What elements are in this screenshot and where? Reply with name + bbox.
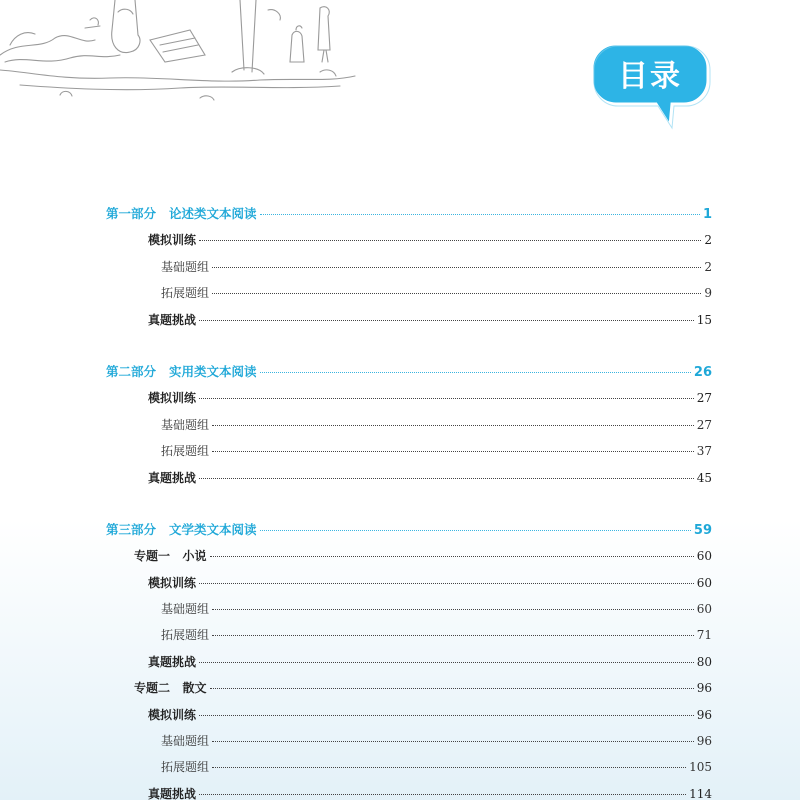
leader-dots	[199, 794, 686, 795]
toc-entry-label: 模拟训练	[148, 391, 197, 405]
toc-page-number: 114	[689, 787, 712, 801]
toc-entry[interactable]	[161, 283, 712, 303]
leader-dots	[210, 556, 694, 557]
leader-dots	[199, 478, 694, 479]
toc-entry[interactable]	[134, 546, 712, 566]
toc-entry-label: 真题挑战	[148, 471, 197, 485]
toc-entry-label: 真题挑战	[148, 655, 197, 669]
toc-entry-label: 拓展题组	[161, 628, 210, 642]
leader-dots	[199, 240, 701, 241]
leader-dots	[199, 583, 694, 584]
toc-entry[interactable]	[148, 310, 712, 330]
toc-entry-label: 基础题组	[161, 734, 210, 748]
toc-entry-label: 基础题组	[161, 260, 210, 274]
toc-page-number: 60	[696, 602, 712, 616]
toc-entry[interactable]	[161, 625, 712, 645]
toc-page-number: 59	[693, 523, 712, 538]
toc-page-number: 96	[696, 734, 712, 748]
toc-page-number: 2	[704, 260, 712, 274]
toc-part-label: 第一部分 论述类文本阅读	[106, 206, 257, 221]
toc-entry-label: 真题挑战	[148, 787, 197, 801]
toc-entry[interactable]	[148, 388, 712, 408]
toc-entry-label: 拓展题组	[161, 286, 210, 300]
leader-dots	[212, 267, 701, 268]
toc-page-number: 15	[696, 313, 712, 327]
leader-dots	[212, 293, 701, 294]
toc-entry-label: 基础题组	[161, 602, 210, 616]
leader-dots	[212, 767, 686, 768]
leader-dots	[260, 372, 691, 373]
toc-page-number: 37	[696, 444, 712, 458]
toc-entry-label: 拓展题组	[161, 760, 210, 774]
toc-entry-label: 真题挑战	[148, 313, 197, 327]
toc-page-number: 71	[696, 628, 712, 642]
toc-page-number: 60	[696, 576, 712, 590]
leader-dots	[260, 530, 691, 531]
toc-entry[interactable]	[161, 441, 712, 461]
toc-page-number: 27	[696, 418, 712, 432]
toc-entry-label: 模拟训练	[148, 576, 197, 590]
leader-dots	[199, 715, 694, 716]
toc-page-number: 105	[689, 760, 712, 774]
toc-entry[interactable]	[148, 230, 712, 250]
leader-dots	[199, 662, 694, 663]
toc-entry[interactable]	[148, 573, 712, 593]
toc-entry[interactable]	[161, 731, 712, 751]
toc-page-number: 45	[696, 471, 712, 485]
toc-part-label: 第二部分 实用类文本阅读	[106, 364, 257, 379]
leader-dots	[212, 451, 694, 452]
leader-dots	[199, 398, 694, 399]
toc-entry[interactable]	[161, 599, 712, 619]
toc-part-label: 第三部分 文学类文本阅读	[106, 522, 257, 537]
toc-entry[interactable]	[161, 757, 712, 777]
toc-entry-label: 模拟训练	[148, 233, 197, 247]
toc-part-3[interactable]	[106, 520, 712, 540]
toc-page-number: 2	[704, 233, 712, 247]
leader-dots	[210, 688, 694, 689]
toc-part-1[interactable]	[106, 204, 712, 224]
toc-page-number: 96	[696, 708, 712, 722]
toc-page-number: 80	[696, 655, 712, 669]
leader-dots	[212, 609, 694, 610]
leader-dots	[199, 320, 694, 321]
toc-entry-label: 基础题组	[161, 418, 210, 432]
toc-entry[interactable]	[161, 415, 712, 435]
toc-entry[interactable]	[134, 678, 712, 698]
toc-entry-label: 专题二 散文	[134, 681, 207, 695]
toc-part-2[interactable]	[106, 362, 712, 382]
toc-entry-label: 专题一 小说	[134, 549, 207, 563]
toc-entry[interactable]	[148, 705, 712, 725]
toc-entry[interactable]	[148, 784, 712, 804]
toc-page-number: 9	[704, 286, 712, 300]
toc-entry-label: 拓展题组	[161, 444, 210, 458]
toc-page-number: 96	[696, 681, 712, 695]
toc-page-number: 27	[696, 391, 712, 405]
leader-dots	[260, 214, 700, 215]
page-title: 目录	[618, 59, 682, 94]
leader-dots	[212, 635, 694, 636]
leader-dots	[212, 425, 694, 426]
toc-entry-label: 模拟训练	[148, 708, 197, 722]
toc-page-number: 60	[696, 549, 712, 563]
toc-page-number: 26	[693, 365, 712, 380]
toc-page-number: 1	[702, 207, 712, 222]
toc-entry[interactable]	[148, 468, 712, 488]
toc-entry[interactable]	[148, 652, 712, 672]
leader-dots	[212, 741, 694, 742]
toc-entry[interactable]	[161, 257, 712, 277]
